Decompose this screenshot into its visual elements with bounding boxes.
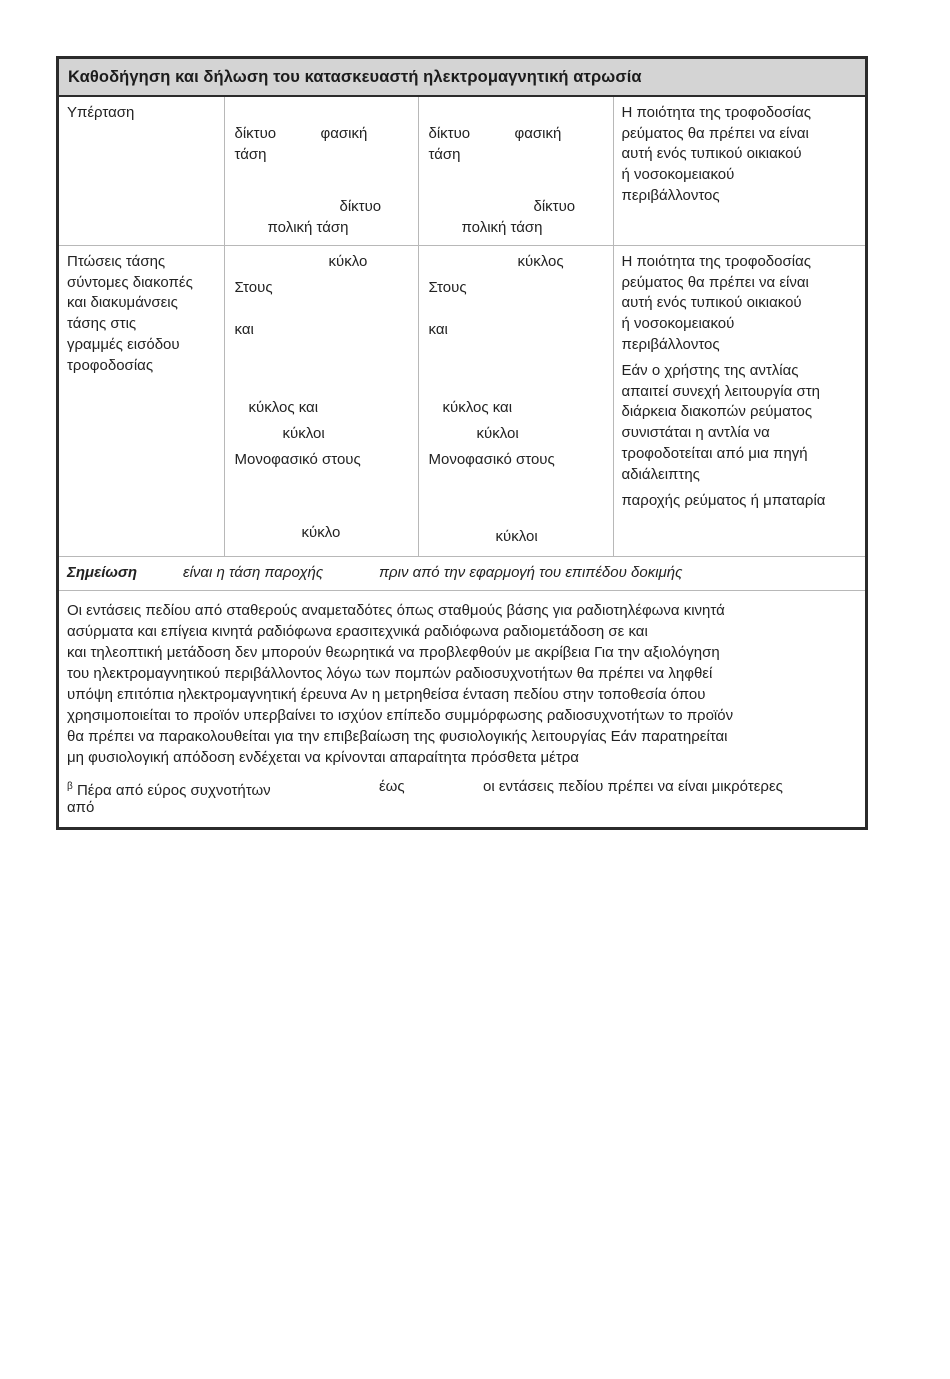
note-text-2: πριν από την εφαρμογή του επιπέδου δοκιμής [379,564,683,581]
text-line: και διακυμάνσεις [67,294,178,312]
dips-c3-b: Στους [428,279,467,296]
surge-c2-d: δίκτυο [339,198,382,215]
footnote-b-text-2: έως [379,778,405,795]
cell-surge-test-level [224,97,418,246]
text-line: ρεύματος θα πρέπει να είναι [621,273,809,291]
text-line: ή νοσοκομειακού [621,315,735,333]
dips-label [67,252,193,376]
text-line: συνιστάται η αντλία να [621,424,770,442]
table-row-surge [59,97,865,246]
surge-c3-a: δίκτυο [428,125,471,142]
footnote-a-line: μη φυσιολογική απόδοση ενδέχεται να κρίνονται απαραίτητα πρόσθετα μέτρα [67,749,579,766]
table-row-voltage-dips [59,246,865,557]
immunity-table [59,97,865,557]
dips-c2-b: Στους [234,279,273,296]
surge-c3-b: φασική [514,125,562,142]
table-title: Καθοδήγηση και δήλωση του κατασκευαστή ηλεκτρομαγνητική ατρωσία [68,67,642,86]
surge-c3-d: δίκτυο [533,198,576,215]
footnote-b-line [67,777,271,801]
dips-c3-f: Μονοφασικό στους [428,451,555,468]
dips-c2-f: Μονοφασικό στους [234,451,361,468]
text-line: ή νοσοκομειακού [621,166,735,184]
footnote-a-line: θα πρέπει να παρακολουθείται για την επιβεβαίωση της φυσιολογικής λειτουργίας Εάν παρατηρείται [67,728,728,745]
text-line: Η ποιότητα της τροφοδοσίας [621,253,811,270]
text-line: Πτώσεις τάσης [67,253,166,270]
text-line: ρεύματος θα πρέπει να είναι [621,124,809,142]
dips-c2-e: κύκλοι [282,425,325,442]
dips-c3-d: κύκλος και [442,399,513,416]
text-line: περιβάλλοντος [621,186,720,204]
surge-c3-c: τάση [428,146,461,163]
dips-c3-g: κύκλοι [495,528,538,545]
surge-guidance-text [622,103,811,207]
text-line: αυτή ενός τυπικού οικιακού [621,294,802,312]
footnote-a-line: Οι εντάσεις πεδίου από σταθερούς αναμεταδότες όπως σταθμούς βάσης για ραδιοτηλέφωνα κινητά [67,602,725,619]
text-line: περιβάλλοντος [621,335,720,353]
table-header [59,59,865,97]
footnote-b-marker: β [67,781,73,792]
surge-c2-b: φασική [320,125,368,142]
cell-surge-guidance [613,97,865,246]
dips-c3-e: κύκλοι [476,425,519,442]
footnote-a-line: υπόψη επιτόπια ηλεκτρομαγνητική έρευνα Αν η μετρηθείσα ένταση πεδίου στην τοποθεσία όπου [67,686,706,703]
footnote-a-line: ασύρματα και επίγεια κινητά ραδιόφωνα ερασιτεχνικά ραδιόφωνα ραδιομετάδοση σε και [67,623,648,640]
footnote-a-line: χρησιμοποιείται το προϊόν υπερβαίνει το ισχύον επίπεδο συμμόρφωσης ραδιοσυχνοτήτων το προϊόν [67,707,734,724]
dips-c2-a: κύκλο [328,253,368,270]
dips-guidance-text-b [622,361,820,485]
cell-dips-guidance [613,246,865,557]
text-line: τροφοδοτείται από μια πηγή [621,444,808,462]
dips-c3-a: κύκλος [517,253,564,270]
dips-c2-c: και [234,321,254,338]
text-line: αυτή ενός τυπικού οικιακού [621,145,802,163]
text-line: τροφοδοσίας [67,356,154,374]
dips-guidance-text-c: παροχής ρεύματος ή μπαταρία [621,492,826,509]
surge-c3-e: πολική τάση [461,219,543,236]
cell-dips-test-level [224,246,418,557]
cell-surge-label [59,97,224,246]
text-line: αδιάλειπτης [621,465,700,483]
dips-c3-c: και [428,321,448,338]
footnote-a-line: του ηλεκτρομαγνητικού περιβάλλοντος λόγω των πομπών ραδιοσυχνοτήτων θα πρέπει να ληφθεί [67,665,713,682]
note-row [59,557,865,591]
dips-c2-d: κύκλος και [248,399,319,416]
text-line: Εάν ο χρήστης της αντλίας [621,362,799,379]
cell-dips-compliance [418,246,613,557]
surge-c2-e: πολική τάση [267,219,349,236]
text-line: σύντομες διακοπές [67,273,193,291]
cell-dips-label [59,246,224,557]
footnotes [59,591,865,827]
dips-guidance-text-a [622,252,811,356]
text-line: διάρκεια διακοπών ρεύματος [621,403,813,421]
surge-c2-c: τάση [234,146,267,163]
footnote-b-text-3: οι εντάσεις πεδίου πρέπει να είναι μικρότερες [483,778,783,795]
footnote-b-text-1: Πέρα από εύρος συχνοτήτων [76,782,271,799]
text-line: γραμμές εισόδου [67,335,180,353]
footnote-a-line: και τηλεοπτική μετάδοση δεν μπορούν θεωρητικά να προβλεφθούν με ακρίβεια Για την αξιολόγηση [67,644,720,661]
footnote-b-text-4: από [67,799,95,816]
text-line: Η ποιότητα της τροφοδοσίας [621,104,811,121]
note-text-1: είναι η τάση παροχής [183,564,324,581]
text-line: τάσης στις [67,315,137,333]
dips-c2-g: κύκλο [301,524,341,541]
surge-c2-a: δίκτυο [234,125,277,142]
note-label: Σημείωση [67,564,138,581]
text-line: απαιτεί συνεχή λειτουργία στη [621,382,820,400]
cell-surge-compliance [418,97,613,246]
document-frame [56,56,868,830]
surge-label: Υπέρταση [67,104,135,121]
